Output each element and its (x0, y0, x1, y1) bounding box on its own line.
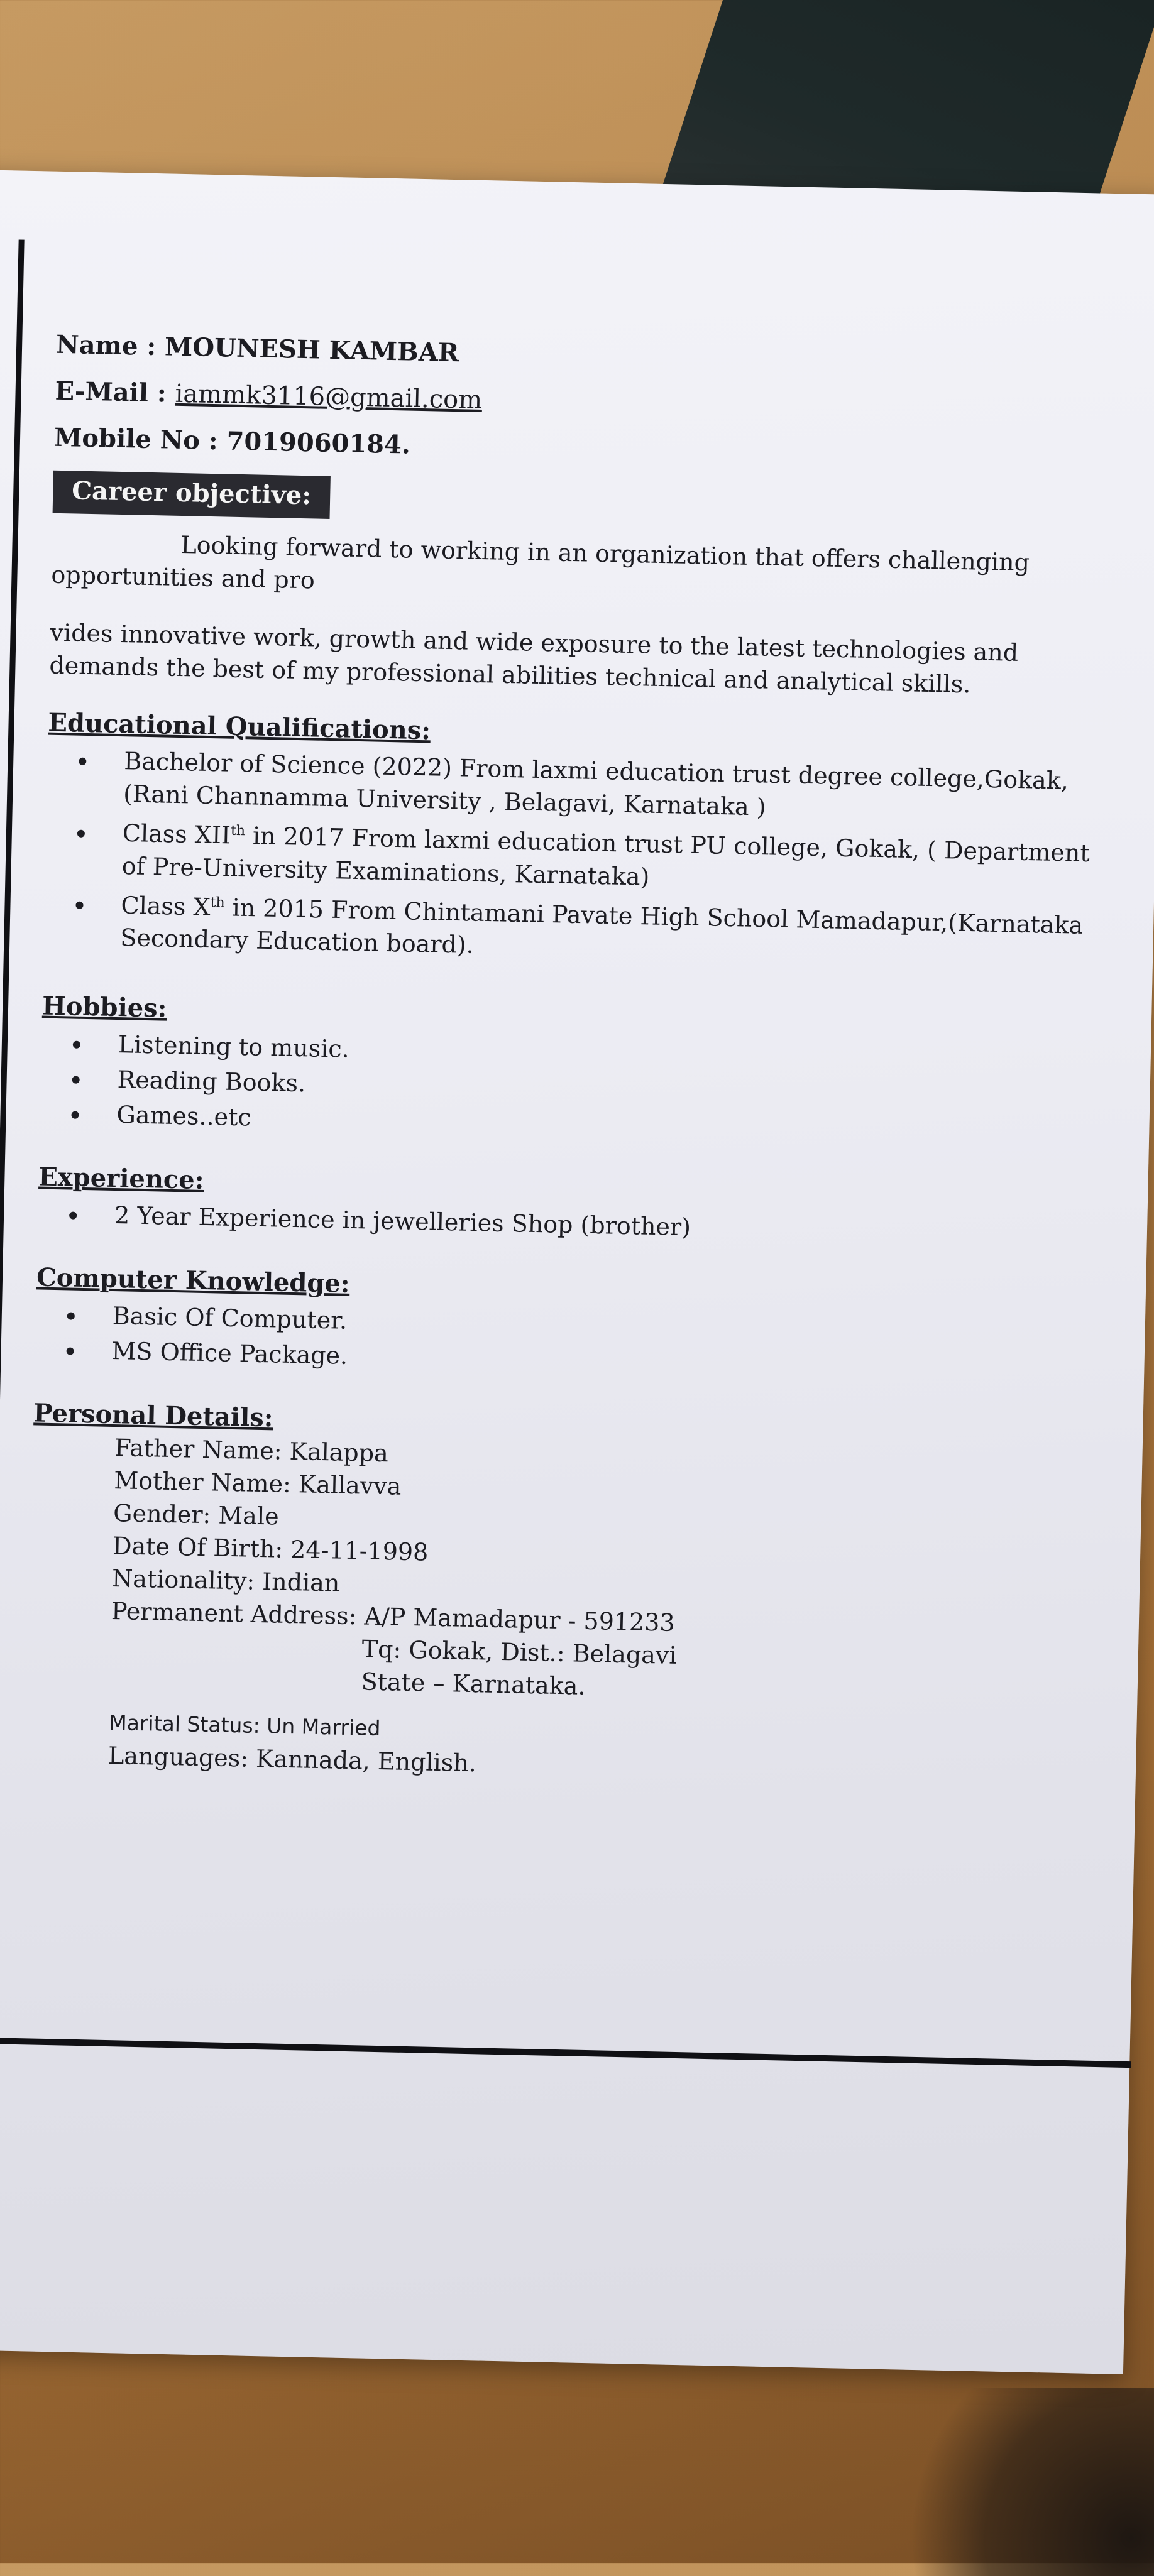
resume-paper (0, 170, 1154, 2374)
resume-content (26, 329, 1113, 1793)
date-of-birth: Date Of Birth: 24-11-1998 (112, 1532, 429, 1566)
nationality: Nationality: Indian (111, 1564, 340, 1597)
education-heading: Educational Qualifications: (48, 707, 431, 746)
personal-details (26, 1430, 1089, 1793)
career-objective-text-1: Looking forward to working in an organization that offers challenging opportunities and pro (51, 530, 1030, 594)
hobby-item: • Reading Books. (91, 1063, 1097, 1116)
email-link[interactable]: iammk3116@gmail.com (175, 379, 483, 415)
gender: Gender: Male (113, 1499, 280, 1531)
page-border-bottom (0, 2038, 1131, 2068)
experience-item: • 2 Year Experience in jewelleries Shop (brother) (88, 1198, 1094, 1252)
hobbies-list (40, 1027, 1097, 1152)
email-label: E-Mail : (55, 376, 176, 408)
email-line (55, 375, 1111, 430)
education-item: • Bachelor of Science (2022) From laxmi education trust degree college,Gokak, (Rani Channamma University , Belagavi, Karnataka ) (97, 744, 1104, 830)
career-objective-text-2: vides innovative work, growth and wide exposure to the latest technologies and demands the best of my professional abilities technical and analytical skills. (49, 618, 1019, 699)
mother-name: Mother Name: Kallavva (113, 1466, 402, 1500)
computer-knowledge-item: • MS Office Package. (85, 1334, 1091, 1387)
address-line-1: Permanent Address: A/P Mamadapur - 591233 (111, 1597, 676, 1637)
experience-heading: Experience: (38, 1162, 205, 1196)
languages: Languages: Kannada, English. (107, 1742, 477, 1777)
mobile-line: Mobile No : 7019060184. (53, 422, 411, 460)
hobby-item: • Games..etc (90, 1098, 1096, 1151)
personal-details-heading: Personal Details: (33, 1398, 274, 1433)
page-border-left (0, 239, 25, 2043)
hobby-item: • Listening to music. (91, 1028, 1097, 1081)
marital-status: Marital Status: Un Married (108, 1710, 381, 1741)
education-item: • Class Xth in 2015 From Chintamani Pavate High School Mamadapur,(Karnataka Secondary Education board). (94, 884, 1101, 974)
education-list (43, 743, 1104, 974)
hobbies-heading: Hobbies: (41, 991, 167, 1023)
computer-knowledge-item: • Basic Of Computer. (85, 1299, 1092, 1352)
name-line: Name : MOUNESH KAMBAR (55, 329, 459, 368)
education-item: • Class XIIth in 2017 From laxmi education trust PU college, Gokak, ( Department of Pre-University Examinations, Karnataka) (95, 812, 1102, 902)
career-objective-heading: Career objective: (53, 471, 331, 519)
address-line-2: Tq: Gokak, Dist.: Belagavi (361, 1635, 678, 1670)
computer-knowledge-heading: Computer Knowledge: (36, 1262, 351, 1299)
father-name: Father Name: Kalappa (114, 1434, 389, 1468)
background-shadow (880, 2388, 1154, 2576)
address-line-3: State – Karnataka. (361, 1667, 586, 1701)
